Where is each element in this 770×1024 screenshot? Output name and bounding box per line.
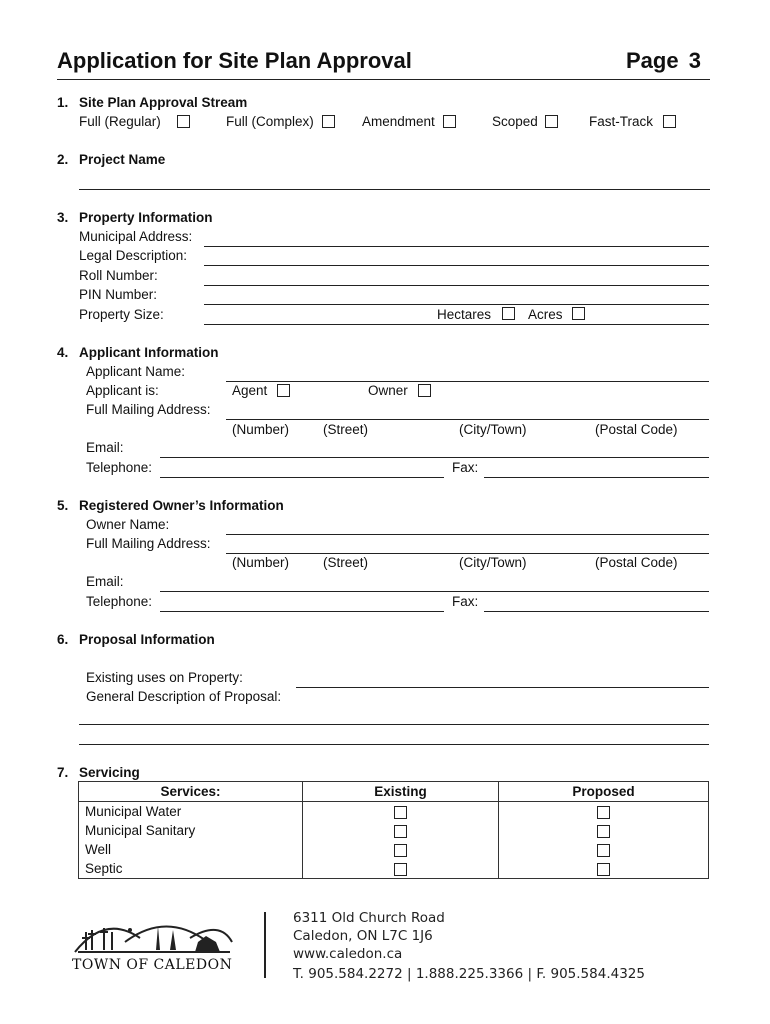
applicant-name-label: Applicant Name: xyxy=(86,364,186,379)
page-number: Page 3 xyxy=(626,48,701,73)
legal-description-field[interactable] xyxy=(204,265,709,266)
s4-number: 4. xyxy=(57,345,69,360)
table-row xyxy=(79,802,709,822)
owner-label: Owner xyxy=(368,383,408,398)
option-amendment: Amendment xyxy=(362,114,435,129)
owner-fax-field[interactable] xyxy=(484,611,709,612)
s5-title: Registered Owner’s Information xyxy=(79,498,284,513)
option-full-complex: Full (Complex) xyxy=(226,114,314,129)
logo-text: TOWN OF CALEDON xyxy=(72,957,233,973)
col-existing: Existing xyxy=(303,782,499,802)
legal-description-label: Legal Description: xyxy=(79,248,188,263)
checkbox-agent[interactable] xyxy=(277,384,290,397)
table-row xyxy=(79,859,709,879)
table-row xyxy=(79,821,709,840)
email-field[interactable] xyxy=(160,457,709,458)
existing-uses-label: Existing uses on Property: xyxy=(86,670,243,685)
mailing-address-field[interactable] xyxy=(226,419,709,420)
checkbox-scoped[interactable] xyxy=(545,115,558,128)
servicing-table xyxy=(78,781,709,879)
checkbox-existing-septic[interactable] xyxy=(394,863,407,876)
footer-divider xyxy=(264,912,266,978)
municipal-address-label: Municipal Address: xyxy=(79,229,193,244)
footer-website[interactable]: www.caledon.ca xyxy=(293,946,403,962)
hint-postal: (Postal Code) xyxy=(595,422,678,437)
roll-number-field[interactable] xyxy=(204,285,709,286)
s1-number: 1. xyxy=(57,95,69,110)
owner-email-label: Email: xyxy=(86,574,124,589)
owner-hint-postal: (Postal Code) xyxy=(595,555,678,570)
service-name: Septic xyxy=(79,859,303,879)
acres-label: Acres xyxy=(528,307,563,322)
footer-address-line-1: 6311 Old Church Road xyxy=(293,910,445,926)
agent-label: Agent xyxy=(232,383,268,398)
s7-number: 7. xyxy=(57,765,69,780)
applicant-name-field[interactable] xyxy=(226,381,709,382)
applicant-is-label: Applicant is: xyxy=(86,383,159,398)
owner-email-field[interactable] xyxy=(160,591,709,592)
service-name: Well xyxy=(79,840,303,859)
checkbox-existing-sanitary[interactable] xyxy=(394,825,407,838)
option-full-regular: Full (Regular) xyxy=(79,114,161,129)
owner-hint-street: (Street) xyxy=(323,555,369,570)
page-title: Application for Site Plan Approval xyxy=(57,48,412,73)
checkbox-existing-water[interactable] xyxy=(394,806,407,819)
checkbox-acres[interactable] xyxy=(572,307,585,320)
owner-mailing-field[interactable] xyxy=(226,553,709,554)
owner-telephone-label: Telephone: xyxy=(86,594,153,609)
telephone-field[interactable] xyxy=(160,477,444,478)
s6-title: Proposal Information xyxy=(79,632,215,647)
town-of-caledon-logo-icon xyxy=(70,912,240,960)
pin-number-label: PIN Number: xyxy=(79,287,158,302)
fax-field[interactable] xyxy=(484,477,709,478)
owner-name-field[interactable] xyxy=(226,534,709,535)
checkbox-proposed-septic[interactable] xyxy=(597,863,610,876)
table-header-row xyxy=(79,782,709,802)
service-name: Municipal Water xyxy=(79,802,303,822)
municipal-address-field[interactable] xyxy=(204,246,709,247)
checkbox-owner[interactable] xyxy=(418,384,431,397)
checkbox-proposed-well[interactable] xyxy=(597,844,610,857)
general-description-line-1[interactable] xyxy=(79,724,709,725)
s4-title: Applicant Information xyxy=(79,345,219,360)
header-rule xyxy=(57,79,710,80)
existing-uses-field[interactable] xyxy=(296,687,709,688)
owner-hint-number: (Number) xyxy=(232,555,290,570)
pin-number-field[interactable] xyxy=(204,304,709,305)
property-size-label: Property Size: xyxy=(79,307,164,322)
option-scoped: Scoped xyxy=(492,114,538,129)
s1-title: Site Plan Approval Stream xyxy=(79,95,248,110)
fax-label: Fax: xyxy=(452,460,479,475)
owner-hint-city: (City/Town) xyxy=(459,555,527,570)
hint-city: (City/Town) xyxy=(459,422,527,437)
checkbox-proposed-sanitary[interactable] xyxy=(597,825,610,838)
checkbox-hectares[interactable] xyxy=(502,307,515,320)
checkbox-amendment[interactable] xyxy=(443,115,456,128)
col-proposed: Proposed xyxy=(499,782,709,802)
col-services: Services: xyxy=(79,782,303,802)
table-row xyxy=(79,840,709,859)
hint-street: (Street) xyxy=(323,422,369,437)
s7-title: Servicing xyxy=(79,765,140,780)
s5-number: 5. xyxy=(57,498,69,513)
owner-name-label: Owner Name: xyxy=(86,517,170,532)
roll-number-label: Roll Number: xyxy=(79,268,158,283)
s6-number: 6. xyxy=(57,632,69,647)
checkbox-full-regular[interactable] xyxy=(177,115,190,128)
checkbox-full-complex[interactable] xyxy=(322,115,335,128)
owner-fax-label: Fax: xyxy=(452,594,479,609)
owner-mailing-label: Full Mailing Address: xyxy=(86,536,211,551)
hint-number: (Number) xyxy=(232,422,290,437)
checkbox-fast-track[interactable] xyxy=(663,115,676,128)
hectares-label: Hectares xyxy=(437,307,492,322)
general-description-line-2[interactable] xyxy=(79,744,709,745)
s2-title: Project Name xyxy=(79,152,166,167)
footer-address-line-2: Caledon, ON L7C 1J6 xyxy=(293,928,433,944)
checkbox-proposed-water[interactable] xyxy=(597,806,610,819)
s2-number: 2. xyxy=(57,152,69,167)
s3-number: 3. xyxy=(57,210,69,225)
telephone-label: Telephone: xyxy=(86,460,153,475)
project-name-field[interactable] xyxy=(79,189,710,190)
footer-phones: T. 905.584.2272 | 1.888.225.3366 | F. 905.584.4325 xyxy=(293,966,645,982)
checkbox-existing-well[interactable] xyxy=(394,844,407,857)
service-name: Municipal Sanitary xyxy=(79,821,303,840)
option-fast-track: Fast-Track xyxy=(589,114,653,129)
email-label: Email: xyxy=(86,440,124,455)
s3-title: Property Information xyxy=(79,210,213,225)
general-description-label: General Description of Proposal: xyxy=(86,689,282,704)
property-size-field[interactable] xyxy=(204,324,709,325)
mailing-address-label: Full Mailing Address: xyxy=(86,402,211,417)
owner-telephone-field[interactable] xyxy=(160,611,444,612)
